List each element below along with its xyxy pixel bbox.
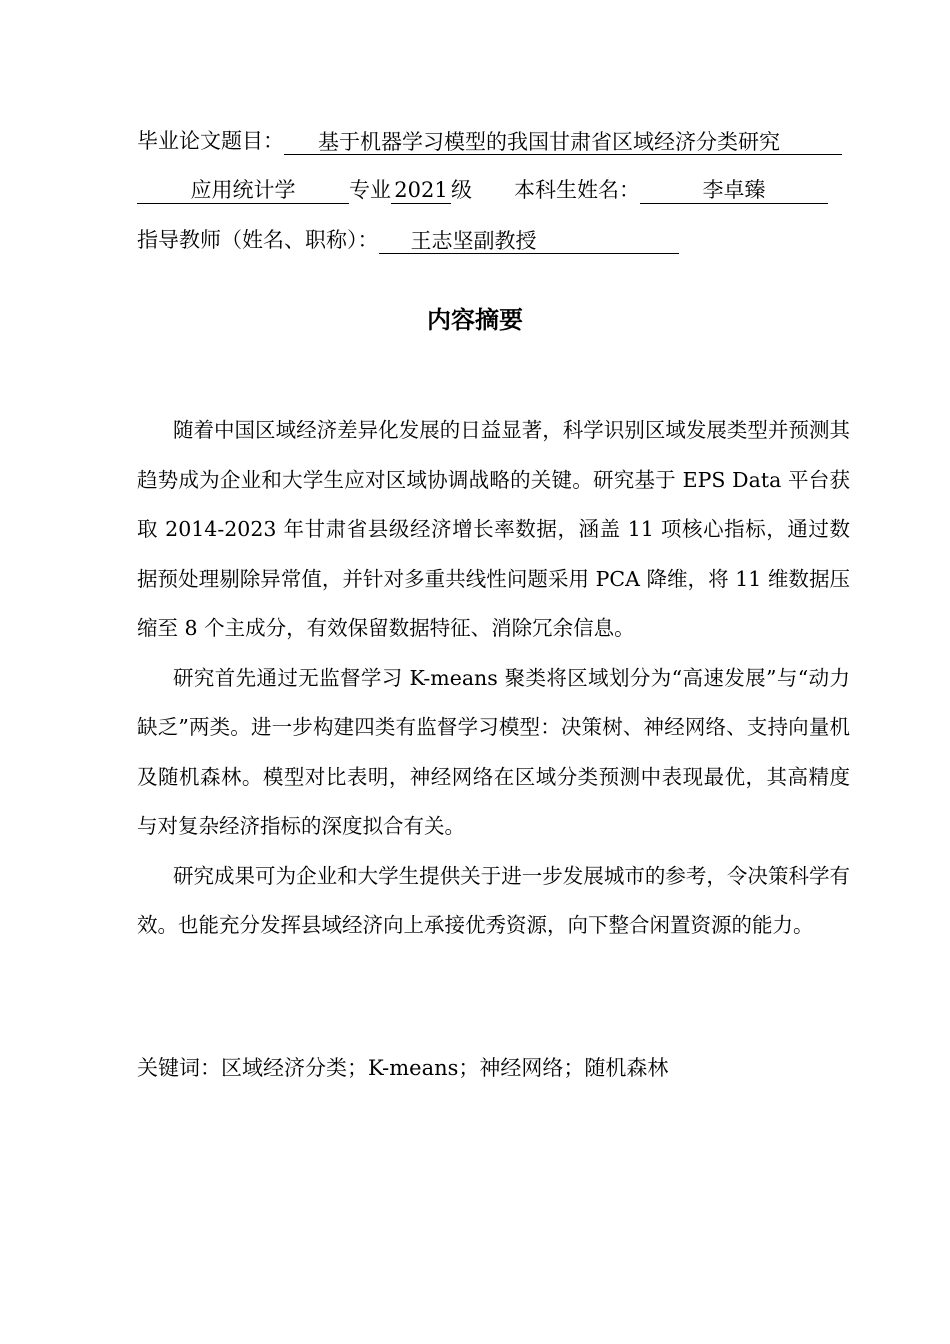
major-value: 应用统计学 <box>137 178 349 204</box>
keywords-label: 关键词： <box>137 1056 221 1080</box>
abstract-heading: 内容摘要 <box>427 306 523 334</box>
abstract-body <box>137 406 850 951</box>
keywords-row <box>137 1054 668 1082</box>
thesis-title-label: 毕业论文题目： <box>137 129 284 153</box>
thesis-title-value: 基于机器学习模型的我国甘肃省区域经济分类研究 <box>284 130 842 155</box>
advisor-value: 王志坚副教授 <box>379 229 679 254</box>
major-label: 专业 <box>349 178 391 202</box>
student-info-row <box>137 176 828 204</box>
student-name-value: 李卓臻 <box>640 178 828 204</box>
year-label: 级 <box>451 178 472 202</box>
abstract-paragraph: 随着中国区域经济差异化发展的日益显著，科学识别区域发展类型并预测其趋势成为企业和大学生应对区域协调战略的关键。研究基于 EPS Data 平台获取 2014-2023 年甘肃省县级经济增长率数据，涵盖 11 项核心指标，通过数据预处理剔除异常值，并针对多重共线性问题采用 PCA 降维，将 11 维数据压缩至 8 个主成分，有效保留数据特征、消除冗余信息。 <box>137 418 850 640</box>
thesis-title-row <box>137 127 842 155</box>
abstract-paragraph: 研究成果可为企业和大学生提供关于进一步发展城市的参考，令决策科学有效。也能充分发挥县域经济向上承接优秀资源，向下整合闲置资源的能力。 <box>137 863 850 937</box>
abstract-paragraph: 研究首先通过无监督学习 K-means 聚类将区域划分为“高速发展”与“动力缺乏”两类。进一步构建四类有监督学习模型：决策树、神经网络、支持向量机及随机森林。模型对比表明，神经网络在区域分类预测中表现最优，其高精度与对复杂经济指标的深度拟合有关。 <box>137 665 850 838</box>
advisor-label: 指导教师（姓名、职称）： <box>137 228 379 252</box>
keywords-value: 区域经济分类；K-means；神经网络；随机森林 <box>221 1056 669 1080</box>
advisor-row <box>137 226 679 254</box>
year-value: 2021 <box>391 178 451 204</box>
student-name-label: 本科生姓名： <box>514 178 640 202</box>
